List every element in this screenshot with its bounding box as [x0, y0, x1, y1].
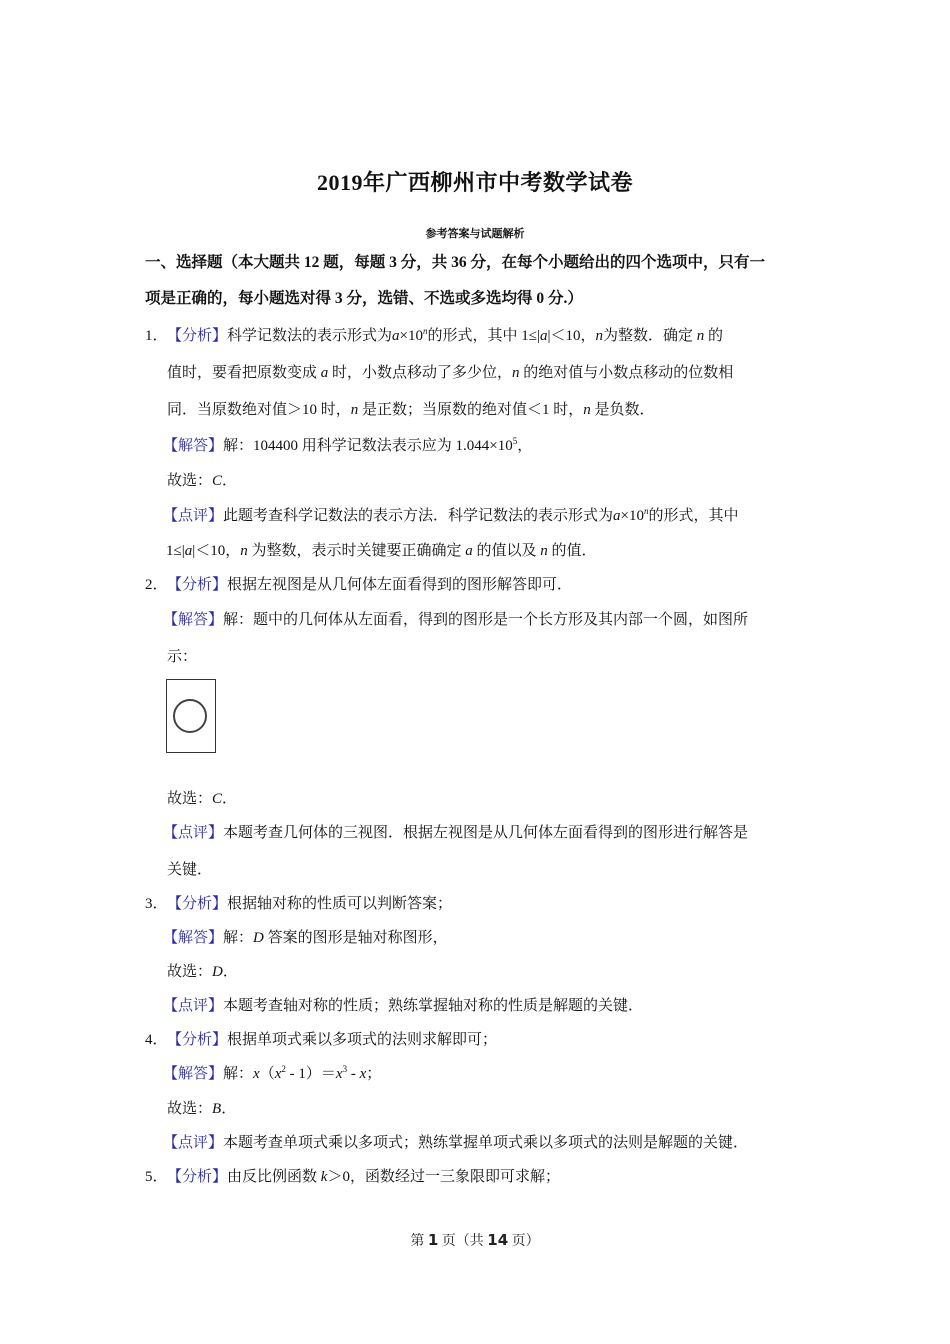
text: 故选：: [167, 1101, 213, 1117]
exponent: n: [644, 506, 649, 516]
q1-choice: [167, 471, 237, 491]
q2-comment-line-2: 关键．: [167, 862, 213, 878]
var: x: [253, 1066, 260, 1082]
text: 解：题中的几何体从左面看，得到的图形是一个长方形及其内部一个圆，如图所: [223, 612, 749, 628]
text: 为整数．确定: [603, 328, 694, 344]
text: 值时，要看把原数变成: [167, 365, 318, 381]
text: 为整数，表示时关键要正确确定: [251, 543, 462, 559]
text: ．: [222, 964, 238, 980]
analysis-tag: 【分析】: [167, 1169, 228, 1185]
comment-tag: 【点评】: [163, 1135, 224, 1151]
text: 页（共: [438, 1234, 488, 1249]
text: |＜10，: [547, 328, 596, 344]
comment-tag: 【点评】: [163, 998, 224, 1014]
text: 解：104400 用科学记数法表示应为 1.044×10: [223, 438, 513, 454]
q4-analysis: [145, 1030, 497, 1050]
text: 本题考查单项式乘以多项式；熟练掌握单项式乘以多项式的法则是解题的关键．: [223, 1135, 749, 1151]
comment-tag: 【点评】: [163, 508, 224, 524]
text: 本题考查几何体的三视图．根据左视图是从几何体左面看得到的图形进行解答是: [223, 825, 749, 841]
q2-answer-line-2: 示：: [167, 649, 198, 665]
text: 同．当原数绝对值＞10 时，: [167, 402, 351, 418]
var: x: [335, 1066, 343, 1082]
var: a: [184, 543, 193, 559]
page-total: 14: [487, 1231, 509, 1249]
var: n: [512, 365, 520, 381]
q4-choice: [167, 1099, 236, 1119]
question-number: 4．: [145, 1032, 168, 1048]
text: 的值以及: [476, 543, 537, 559]
q1-comment-line-1: [163, 506, 739, 526]
text: 故选：: [167, 473, 213, 489]
q1-analysis-line-2: [167, 363, 733, 383]
text: 1≤|: [166, 543, 185, 559]
q4-comment: [163, 1133, 748, 1153]
text: 时，小数点移动了多少位，: [332, 365, 513, 381]
text: 根据轴对称的性质可以判断答案；: [227, 896, 453, 912]
text: 解：: [223, 1066, 254, 1082]
text: 根据单项式乘以多项式的法则求解即可；: [227, 1032, 498, 1048]
var: a: [392, 328, 400, 344]
text: ．: [222, 791, 238, 807]
q2-comment-line-1: [163, 823, 748, 843]
q2-analysis: [145, 575, 572, 595]
choice-letter: D: [212, 964, 223, 980]
analysis-tag: 【分析】: [167, 577, 228, 593]
text: 此题考查科学记数法的表示方法．科学记数法的表示形式为: [223, 508, 614, 524]
section-heading-line-2: 项是正确的，每小题选对得 3 分，选错、不选或多选均得 0 分.）: [145, 290, 583, 307]
text: ；: [366, 1066, 382, 1082]
choice-letter: C: [212, 473, 223, 489]
analysis-tag: 【分析】: [167, 1032, 228, 1048]
q1-answer: [163, 436, 532, 456]
page-number: 1: [427, 1231, 439, 1249]
answer-tag: 【解答】: [163, 438, 224, 454]
section-heading: [145, 245, 810, 317]
var: a: [320, 365, 329, 381]
question-number: 3．: [145, 896, 168, 912]
q3-analysis: [145, 894, 452, 914]
var: n: [583, 402, 591, 418]
text: 根据左视图是从几何体左面看得到的图形解答即可．: [227, 577, 573, 593]
q2-choice: [167, 789, 237, 809]
page-title: 2019年广西柳州市中考数学试卷: [316, 170, 633, 195]
exponent: 3: [342, 1064, 348, 1074]
answer-tag: 【解答】: [163, 930, 224, 946]
question-number: 2．: [145, 577, 168, 593]
analysis-tag: 【分析】: [167, 328, 228, 344]
var: n: [350, 402, 359, 418]
text: ×10: [620, 508, 644, 524]
text: （: [259, 1066, 275, 1082]
comment-tag: 【点评】: [163, 825, 224, 841]
var: x: [274, 1066, 282, 1082]
text: 的绝对值与小数点移动的位数相: [523, 365, 734, 381]
choice-letter: C: [212, 791, 223, 807]
page-footer: [0, 1230, 950, 1250]
answer-tag: 【解答】: [163, 1066, 224, 1082]
text: ，: [517, 438, 533, 454]
text: |＜10，: [192, 543, 241, 559]
text: ．: [222, 473, 238, 489]
q3-comment: [163, 996, 643, 1016]
q2-answer-line-1: [163, 610, 748, 630]
text: 由反比例函数: [227, 1169, 318, 1185]
text: 科学记数法的表示形式为: [227, 328, 393, 344]
section-heading-line-1: 一、选择题（本大题共 12 题，每题 3 分，共 36 分，在每个小题给出的四个选项中，只有一: [145, 254, 766, 271]
var: n: [595, 328, 604, 344]
text: 第: [410, 1234, 428, 1249]
q1-analysis-line-1: [145, 326, 723, 346]
var: n: [696, 328, 705, 344]
page-subtitle: 参考答案与试题解析: [425, 228, 525, 240]
text: 故选：: [167, 791, 213, 807]
q3-answer: [163, 928, 448, 948]
q5-analysis: [145, 1167, 560, 1187]
text: 故选：: [167, 964, 213, 980]
var: x: [359, 1066, 367, 1082]
text: -: [347, 1066, 360, 1082]
text: 是正数；当原数的绝对值＜1 时，: [362, 402, 584, 418]
var: a: [540, 328, 548, 344]
circle-shape: [173, 699, 207, 733]
analysis-tag: 【分析】: [167, 896, 228, 912]
q1-comment-line-2: [166, 541, 597, 561]
text: ＞0，函数经过一三象限即可求解；: [327, 1169, 560, 1185]
exponent: n: [423, 326, 428, 336]
var: a: [465, 543, 473, 559]
var: k: [320, 1169, 328, 1185]
q1-analysis-line-3: [167, 400, 655, 420]
text: 的形式，其中 1≤|: [427, 328, 540, 344]
text: ×10: [399, 328, 423, 344]
text: 的形式，其中: [648, 508, 739, 524]
text: 答案的图形是轴对称图形，: [267, 930, 448, 946]
q3-choice: [167, 962, 238, 982]
var: a: [613, 508, 621, 524]
exponent: 2: [281, 1064, 286, 1074]
text: 解：: [223, 930, 254, 946]
left-view-figure: [166, 679, 216, 753]
text: 的: [708, 328, 724, 344]
question-number: 5．: [145, 1169, 168, 1185]
choice-letter: B: [212, 1101, 222, 1117]
text: ．: [221, 1101, 237, 1117]
text: 的值．: [551, 543, 597, 559]
text: 是负数．: [594, 402, 655, 418]
var: D: [253, 930, 264, 946]
q4-answer: [163, 1064, 381, 1084]
var: n: [240, 543, 248, 559]
text: 页）: [508, 1234, 540, 1249]
text: 本题考查轴对称的性质；熟练掌握轴对称的性质是解题的关键．: [223, 998, 644, 1014]
exponent: 5: [512, 436, 518, 446]
var: n: [540, 543, 548, 559]
question-number: 1．: [145, 328, 168, 344]
answer-tag: 【解答】: [163, 612, 224, 628]
text: - 1）＝: [285, 1066, 336, 1082]
